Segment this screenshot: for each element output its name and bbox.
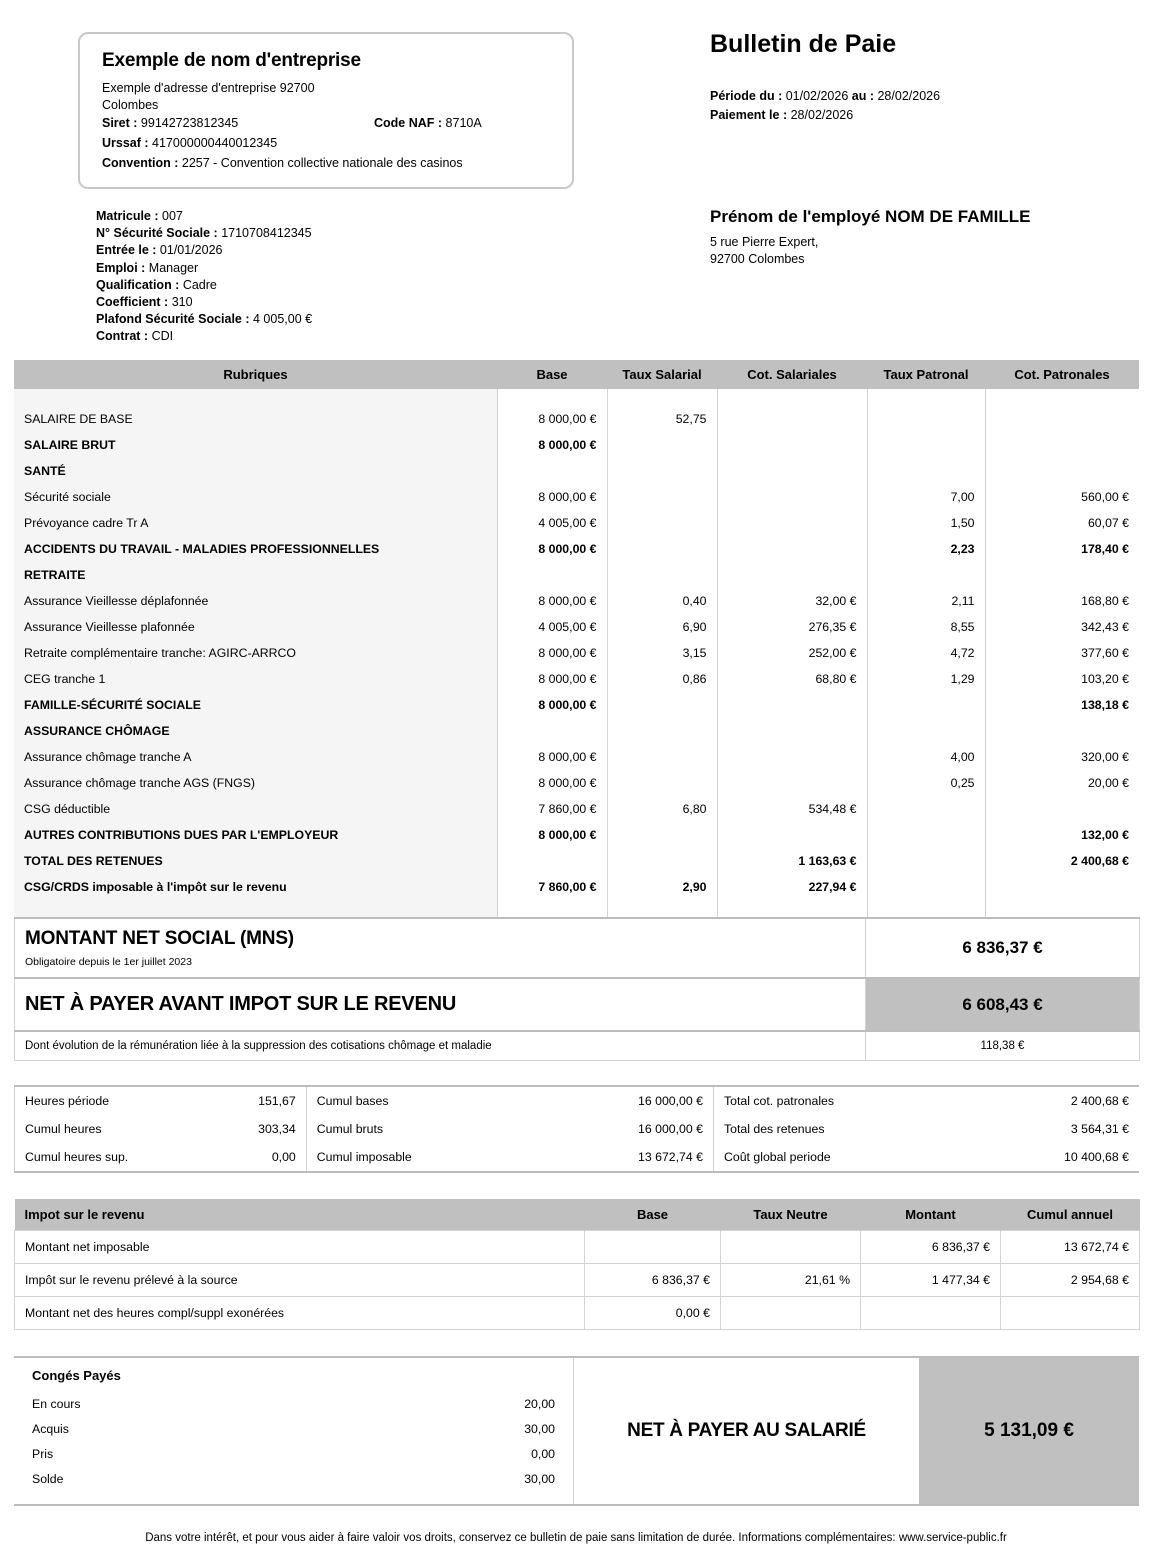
paid-leave-value: 30,00 bbox=[524, 1472, 555, 1486]
document-header bbox=[0, 0, 1152, 200]
row-taux-salarial bbox=[607, 562, 717, 588]
row-cot-salariales: 1 163,63 € bbox=[717, 848, 867, 874]
paid-leave-label: Solde bbox=[32, 1472, 64, 1486]
job-value: Manager bbox=[148, 260, 199, 275]
table-row bbox=[14, 770, 1139, 796]
row-label: TOTAL DES RETENUES bbox=[14, 848, 497, 874]
leave-and-net-wrapper bbox=[14, 1356, 1139, 1506]
row-taux-salarial bbox=[607, 510, 717, 536]
net-summary-wrapper bbox=[14, 917, 1139, 1061]
spacer-cell bbox=[867, 389, 985, 406]
income-tax-header-row bbox=[15, 1199, 1140, 1231]
row-base: 7 860,00 € bbox=[497, 874, 607, 900]
row-base: 8 000,00 € bbox=[497, 692, 607, 718]
row-base: 8 000,00 € bbox=[497, 744, 607, 770]
row-cot-salariales bbox=[717, 692, 867, 718]
income-tax-wrapper bbox=[14, 1199, 1139, 1330]
row-taux-patronal: 4,72 bbox=[867, 640, 985, 666]
row-cot-salariales bbox=[717, 406, 867, 432]
row-taux-salarial bbox=[607, 744, 717, 770]
income-tax-taux bbox=[721, 1231, 861, 1264]
employee-entry-row bbox=[96, 242, 312, 259]
period-to: 28/02/2026 bbox=[877, 89, 941, 103]
spacer-cell bbox=[867, 900, 985, 917]
row-cot-salariales: 68,80 € bbox=[717, 666, 867, 692]
row-cot-patronales bbox=[985, 562, 1139, 588]
row-cot-patronales: 320,00 € bbox=[985, 744, 1139, 770]
income-tax-montant: 6 836,37 € bbox=[861, 1231, 1001, 1264]
employee-details bbox=[96, 208, 312, 346]
row-taux-patronal: 0,25 bbox=[867, 770, 985, 796]
income-tax-label: Montant net imposable bbox=[15, 1231, 585, 1264]
table-row bbox=[14, 536, 1139, 562]
paid-leave-row bbox=[32, 1442, 555, 1467]
row-taux-salarial: 52,75 bbox=[607, 406, 717, 432]
cumul-row bbox=[15, 1086, 1140, 1115]
row-label: ASSURANCE CHÔMAGE bbox=[14, 718, 497, 744]
row-taux-patronal bbox=[867, 848, 985, 874]
net-final-label: NET À PAYER AU SALARIÉ bbox=[574, 1358, 919, 1504]
social-security-label: N° Sécurité Sociale : bbox=[96, 226, 218, 241]
paid-leave-value: 0,00 bbox=[531, 1447, 555, 1461]
row-label: Prévoyance cadre Tr A bbox=[14, 510, 497, 536]
row-taux-salarial bbox=[607, 692, 717, 718]
paid-leave-label: Acquis bbox=[32, 1422, 69, 1436]
table-row bbox=[14, 484, 1139, 510]
row-base: 8 000,00 € bbox=[497, 484, 607, 510]
employee-plafond-row bbox=[96, 311, 312, 328]
income-tax-base: 0,00 € bbox=[585, 1297, 721, 1330]
contributions-table bbox=[14, 360, 1139, 917]
naf-label: Code NAF : bbox=[374, 116, 443, 130]
table-row bbox=[14, 510, 1139, 536]
table-row bbox=[14, 666, 1139, 692]
row-label: FAMILLE-SÉCURITÉ SOCIALE bbox=[14, 692, 497, 718]
income-tax-row bbox=[15, 1264, 1140, 1297]
period-label: Période du : bbox=[710, 89, 783, 103]
row-label: RETRAITE bbox=[14, 562, 497, 588]
row-label: Assurance chômage tranche A bbox=[14, 744, 497, 770]
employee-matricule-row bbox=[96, 208, 312, 225]
income-tax-row bbox=[15, 1231, 1140, 1264]
net-before-tax-label-cell bbox=[15, 978, 866, 1031]
row-base: 7 860,00 € bbox=[497, 796, 607, 822]
naf-value: 8710A bbox=[445, 116, 482, 130]
row-cot-salariales bbox=[717, 510, 867, 536]
coefficient-label: Coefficient : bbox=[96, 295, 169, 310]
paid-leave-row bbox=[32, 1467, 555, 1492]
col-header-base: Base bbox=[497, 360, 607, 389]
row-cot-patronales bbox=[985, 796, 1139, 822]
row-label: Sécurité sociale bbox=[14, 484, 497, 510]
contributions-header-row bbox=[14, 360, 1139, 389]
row-taux-patronal bbox=[867, 458, 985, 484]
row-cot-salariales bbox=[717, 822, 867, 848]
col-header-impot-base: Base bbox=[585, 1199, 721, 1231]
income-tax-label: Montant net des heures compl/suppl exonérées bbox=[15, 1297, 585, 1330]
siret-label: Siret : bbox=[102, 116, 138, 130]
cumul-label: Cumul heures bbox=[15, 1115, 197, 1143]
plafond-value: 4 005,00 € bbox=[253, 312, 313, 327]
paid-leave-value: 20,00 bbox=[524, 1397, 555, 1411]
cumul-value: 3 564,31 € bbox=[1070, 1122, 1129, 1136]
net-summary-table bbox=[14, 917, 1140, 1061]
row-taux-patronal bbox=[867, 796, 985, 822]
mns-label-cell bbox=[15, 918, 866, 978]
urssaf-label: Urssaf : bbox=[102, 136, 149, 150]
spacer-cell bbox=[497, 389, 607, 406]
dont-evolution-label: Dont évolution de la rémunération liée à la suppression des cotisations chômage et maladie bbox=[15, 1031, 866, 1061]
row-cot-salariales bbox=[717, 770, 867, 796]
row-taux-patronal bbox=[867, 822, 985, 848]
row-cot-salariales bbox=[717, 432, 867, 458]
row-taux-patronal: 1,29 bbox=[867, 666, 985, 692]
contract-label: Contrat : bbox=[96, 329, 149, 344]
row-cot-patronales: 103,20 € bbox=[985, 666, 1139, 692]
col-header-taux-neutre: Taux Neutre bbox=[721, 1199, 861, 1231]
row-taux-salarial bbox=[607, 770, 717, 796]
row-cot-patronales: 20,00 € bbox=[985, 770, 1139, 796]
col-header-impot: Impot sur le revenu bbox=[15, 1199, 585, 1231]
row-taux-patronal bbox=[867, 692, 985, 718]
job-label: Emploi : bbox=[96, 260, 146, 275]
employee-address-line1: 5 rue Pierre Expert, bbox=[710, 235, 819, 249]
convention-value: 2257 - Convention collective nationale des casinos bbox=[181, 156, 463, 170]
row-cot-patronales bbox=[985, 874, 1139, 900]
period-to-label: au : bbox=[851, 89, 874, 103]
table-row bbox=[14, 744, 1139, 770]
row-cot-salariales bbox=[717, 744, 867, 770]
row-taux-salarial bbox=[607, 458, 717, 484]
cumuls-body bbox=[15, 1086, 1140, 1172]
row-label: CSG déductible bbox=[14, 796, 497, 822]
cumul-label: Heures période bbox=[15, 1086, 197, 1115]
income-tax-montant bbox=[861, 1297, 1001, 1330]
table-row bbox=[14, 718, 1139, 744]
row-label: SALAIRE BRUT bbox=[14, 432, 497, 458]
matricule-label: Matricule : bbox=[96, 209, 159, 223]
company-convention-row bbox=[102, 153, 550, 173]
row-taux-patronal: 2,23 bbox=[867, 536, 985, 562]
employee-coefficient-row bbox=[96, 294, 312, 311]
row-taux-salarial: 6,90 bbox=[607, 614, 717, 640]
spacer-cell bbox=[985, 900, 1139, 917]
spacer-cell bbox=[497, 900, 607, 917]
qualification-label: Qualification : bbox=[96, 277, 180, 292]
company-name: Exemple de nom d'entreprise bbox=[102, 50, 361, 71]
title-block bbox=[710, 30, 1130, 125]
income-tax-table bbox=[14, 1199, 1140, 1330]
row-taux-salarial bbox=[607, 432, 717, 458]
col-header-cumul-annuel: Cumul annuel bbox=[1001, 1199, 1140, 1231]
spacer-cell bbox=[717, 900, 867, 917]
table-row bbox=[14, 796, 1139, 822]
row-taux-patronal: 7,00 bbox=[867, 484, 985, 510]
row-cot-patronales: 2 400,68 € bbox=[985, 848, 1139, 874]
urssaf-value: 417000000440012345 bbox=[152, 136, 278, 150]
row-taux-patronal bbox=[867, 718, 985, 744]
employee-qualification-row bbox=[96, 277, 312, 294]
income-tax-row bbox=[15, 1297, 1140, 1330]
net-final-value: 5 131,09 € bbox=[919, 1358, 1139, 1504]
row-cot-patronales: 138,18 € bbox=[985, 692, 1139, 718]
payment-row bbox=[710, 106, 1130, 125]
income-tax-montant: 1 477,34 € bbox=[861, 1264, 1001, 1297]
row-cot-salariales bbox=[717, 458, 867, 484]
row-cot-salariales bbox=[717, 484, 867, 510]
convention-label: Convention : bbox=[102, 156, 179, 170]
table-spacer-row bbox=[14, 900, 1139, 917]
period-row bbox=[710, 87, 1130, 106]
plafond-label: Plafond Sécurité Sociale : bbox=[96, 312, 250, 327]
payment-label: Paiement le : bbox=[710, 108, 788, 122]
page-title: Bulletin de Paie bbox=[710, 30, 897, 58]
income-tax-taux: 21,61 % bbox=[721, 1264, 861, 1297]
row-taux-salarial bbox=[607, 536, 717, 562]
income-tax-cumul bbox=[1001, 1297, 1140, 1330]
row-taux-salarial bbox=[607, 822, 717, 848]
dont-evolution-value: 118,38 € bbox=[866, 1031, 1140, 1061]
table-spacer-row bbox=[14, 389, 1139, 406]
spacer-cell bbox=[607, 389, 717, 406]
cumul-value: 16 000,00 € bbox=[638, 1094, 703, 1108]
paid-leave-row bbox=[32, 1392, 555, 1417]
cumul-value: 16 000,00 € bbox=[638, 1122, 703, 1136]
row-label: CSG/CRDS imposable à l'impôt sur le revenu bbox=[14, 874, 497, 900]
mns-row bbox=[15, 918, 1140, 978]
row-cot-salariales: 276,35 € bbox=[717, 614, 867, 640]
row-taux-patronal bbox=[867, 874, 985, 900]
cumuls-table bbox=[14, 1085, 1139, 1173]
mns-subtitle: Obligatoire depuis le 1er juillet 2023 bbox=[25, 956, 192, 968]
table-row bbox=[14, 432, 1139, 458]
row-taux-salarial: 6,80 bbox=[607, 796, 717, 822]
table-row bbox=[14, 848, 1139, 874]
mns-title: MONTANT NET SOCIAL (MNS) bbox=[25, 928, 294, 949]
entry-date-label: Entrée le : bbox=[96, 243, 157, 258]
cumul-label: Cumul bruts bbox=[306, 1115, 519, 1143]
spacer-cell bbox=[985, 389, 1139, 406]
row-taux-salarial: 0,40 bbox=[607, 588, 717, 614]
row-taux-patronal: 2,11 bbox=[867, 588, 985, 614]
spacer-cell bbox=[14, 389, 497, 406]
row-cot-patronales: 60,07 € bbox=[985, 510, 1139, 536]
row-label: SALAIRE DE BASE bbox=[14, 406, 497, 432]
payment-date: 28/02/2026 bbox=[790, 108, 854, 122]
row-label: AUTRES CONTRIBUTIONS DUES PAR L'EMPLOYEUR bbox=[14, 822, 497, 848]
row-cot-salariales: 252,00 € bbox=[717, 640, 867, 666]
cumul-label: Cumul bases bbox=[306, 1086, 519, 1115]
entry-date-value: 01/01/2026 bbox=[159, 243, 223, 258]
coefficient-value: 310 bbox=[171, 295, 193, 310]
row-base: 8 000,00 € bbox=[497, 666, 607, 692]
row-taux-patronal: 8,55 bbox=[867, 614, 985, 640]
row-cot-patronales: 377,60 € bbox=[985, 640, 1139, 666]
row-cot-salariales bbox=[717, 536, 867, 562]
table-row bbox=[14, 406, 1139, 432]
paid-leave-value: 30,00 bbox=[524, 1422, 555, 1436]
row-base: 8 000,00 € bbox=[497, 588, 607, 614]
identity-section bbox=[0, 200, 1152, 360]
row-taux-patronal bbox=[867, 406, 985, 432]
dont-evolution-row bbox=[15, 1031, 1140, 1061]
cumul-value: 2 400,68 € bbox=[1070, 1094, 1129, 1108]
cumul-label: Coût global periode bbox=[713, 1143, 938, 1172]
employee-address-block bbox=[710, 206, 1040, 267]
contract-value: CDI bbox=[151, 329, 174, 344]
income-tax-base bbox=[585, 1231, 721, 1264]
employee-address-line2: 92700 Colombes bbox=[710, 251, 805, 266]
row-label: Retraite complémentaire tranche: AGIRC-ARRCO bbox=[14, 640, 497, 666]
table-row bbox=[14, 562, 1139, 588]
footer-note: Dans votre intérêt, et pour vous aider à faire valoir vos droits, conservez ce bulletin de paie sans limitation de durée. Informations complémentaires: www.service-public.fr bbox=[145, 1532, 1007, 1544]
table-row bbox=[14, 588, 1139, 614]
cumul-row bbox=[15, 1143, 1140, 1172]
col-header-taux-salarial: Taux Salarial bbox=[607, 360, 717, 389]
row-cot-salariales: 32,00 € bbox=[717, 588, 867, 614]
row-label: SANTÉ bbox=[14, 458, 497, 484]
row-label: Assurance Vieillesse plafonnée bbox=[14, 614, 497, 640]
net-before-tax-row bbox=[15, 978, 1140, 1031]
income-tax-cumul: 2 954,68 € bbox=[1001, 1264, 1140, 1297]
mns-value: 6 836,37 € bbox=[866, 918, 1140, 978]
net-before-tax-title: NET À PAYER AVANT IMPOT SUR LE REVENU bbox=[25, 993, 457, 1015]
paid-leave-label: Pris bbox=[32, 1447, 54, 1461]
income-tax-label: Impôt sur le revenu prélevé à la source bbox=[15, 1264, 585, 1297]
paid-leave-row bbox=[32, 1417, 555, 1442]
income-tax-body bbox=[15, 1231, 1140, 1330]
row-cot-patronales: 168,80 € bbox=[985, 588, 1139, 614]
net-before-tax-value: 6 608,43 € bbox=[866, 978, 1140, 1031]
cumul-label: Cumul heures sup. bbox=[15, 1143, 197, 1172]
siret-value: 99142723812345 bbox=[140, 116, 239, 130]
table-row bbox=[14, 874, 1139, 900]
row-cot-salariales bbox=[717, 562, 867, 588]
row-taux-patronal: 4,00 bbox=[867, 744, 985, 770]
row-base: 8 000,00 € bbox=[497, 822, 607, 848]
table-row bbox=[14, 692, 1139, 718]
row-base: 4 005,00 € bbox=[497, 614, 607, 640]
row-taux-patronal: 1,50 bbox=[867, 510, 985, 536]
row-base bbox=[497, 848, 607, 874]
row-taux-patronal bbox=[867, 432, 985, 458]
cumul-value: 10 400,68 € bbox=[1064, 1150, 1129, 1164]
employee-ss-row bbox=[96, 225, 312, 242]
spacer-cell bbox=[14, 900, 497, 917]
cumul-label: Total cot. patronales bbox=[713, 1086, 938, 1115]
company-address-line1: Exemple d'adresse d'entreprise 92700 bbox=[102, 81, 315, 95]
col-header-taux-patronal: Taux Patronal bbox=[867, 360, 985, 389]
col-header-cot-patronales: Cot. Patronales bbox=[985, 360, 1139, 389]
row-base: 8 000,00 € bbox=[497, 536, 607, 562]
company-address-line2: Colombes bbox=[102, 97, 159, 112]
qualification-value: Cadre bbox=[182, 277, 217, 292]
row-cot-patronales: 132,00 € bbox=[985, 822, 1139, 848]
cumul-value: 151,67 bbox=[258, 1094, 296, 1108]
row-base bbox=[497, 718, 607, 744]
income-tax-cumul: 13 672,74 € bbox=[1001, 1231, 1140, 1264]
row-base: 8 000,00 € bbox=[497, 406, 607, 432]
row-taux-salarial: 3,15 bbox=[607, 640, 717, 666]
cumuls-wrapper bbox=[14, 1085, 1139, 1173]
cumul-value: 303,34 bbox=[258, 1122, 296, 1136]
cumul-label: Total des retenues bbox=[713, 1115, 938, 1143]
company-siret-naf-row bbox=[102, 113, 550, 133]
col-header-cot-salariales: Cot. Salariales bbox=[717, 360, 867, 389]
cumul-value: 13 672,74 € bbox=[638, 1150, 703, 1164]
company-info-box bbox=[78, 32, 574, 189]
row-cot-patronales bbox=[985, 458, 1139, 484]
row-label: Assurance Vieillesse déplafonnée bbox=[14, 588, 497, 614]
cumul-row bbox=[15, 1115, 1140, 1143]
table-row bbox=[14, 640, 1139, 666]
paid-leave-title: Congés Payés bbox=[32, 1368, 121, 1383]
paid-leave-rows bbox=[32, 1392, 555, 1492]
table-row bbox=[14, 458, 1139, 484]
paid-leave-block bbox=[14, 1358, 574, 1504]
row-label: CEG tranche 1 bbox=[14, 666, 497, 692]
row-cot-salariales: 534,48 € bbox=[717, 796, 867, 822]
row-taux-salarial bbox=[607, 484, 717, 510]
social-security-value: 1710708412345 bbox=[221, 226, 312, 241]
income-tax-base: 6 836,37 € bbox=[585, 1264, 721, 1297]
row-cot-patronales bbox=[985, 432, 1139, 458]
row-taux-salarial bbox=[607, 718, 717, 744]
paid-leave-label: En cours bbox=[32, 1397, 81, 1411]
row-taux-patronal bbox=[867, 562, 985, 588]
row-cot-patronales: 560,00 € bbox=[985, 484, 1139, 510]
spacer-cell bbox=[607, 900, 717, 917]
row-base: 8 000,00 € bbox=[497, 432, 607, 458]
row-base: 8 000,00 € bbox=[497, 640, 607, 666]
row-taux-salarial: 0,86 bbox=[607, 666, 717, 692]
contributions-body bbox=[14, 389, 1139, 917]
row-cot-patronales bbox=[985, 406, 1139, 432]
row-base: 4 005,00 € bbox=[497, 510, 607, 536]
employee-contract-row bbox=[96, 328, 312, 345]
contributions-table-wrapper bbox=[0, 360, 1152, 917]
row-base: 8 000,00 € bbox=[497, 770, 607, 796]
col-header-montant: Montant bbox=[861, 1199, 1001, 1231]
employee-job-row bbox=[96, 260, 312, 277]
company-urssaf-row bbox=[102, 133, 550, 153]
matricule-value: 007 bbox=[162, 209, 183, 223]
row-base bbox=[497, 562, 607, 588]
income-tax-taux bbox=[721, 1297, 861, 1330]
row-label: Assurance chômage tranche AGS (FNGS) bbox=[14, 770, 497, 796]
spacer-cell bbox=[717, 389, 867, 406]
row-taux-salarial: 2,90 bbox=[607, 874, 717, 900]
row-taux-salarial bbox=[607, 848, 717, 874]
row-cot-patronales bbox=[985, 718, 1139, 744]
period-from: 01/02/2026 bbox=[785, 89, 849, 103]
cumul-value: 0,00 bbox=[271, 1150, 296, 1164]
employee-name: Prénom de l'employé NOM DE FAMILLE bbox=[710, 207, 1031, 226]
row-label: ACCIDENTS DU TRAVAIL - MALADIES PROFESSIONNELLES bbox=[14, 536, 497, 562]
col-header-rubriques: Rubriques bbox=[14, 360, 497, 389]
row-cot-salariales: 227,94 € bbox=[717, 874, 867, 900]
row-cot-patronales: 178,40 € bbox=[985, 536, 1139, 562]
row-cot-patronales: 342,43 € bbox=[985, 614, 1139, 640]
cumul-label: Cumul imposable bbox=[306, 1143, 519, 1172]
table-row bbox=[14, 822, 1139, 848]
table-row bbox=[14, 614, 1139, 640]
row-base bbox=[497, 458, 607, 484]
row-cot-salariales bbox=[717, 718, 867, 744]
